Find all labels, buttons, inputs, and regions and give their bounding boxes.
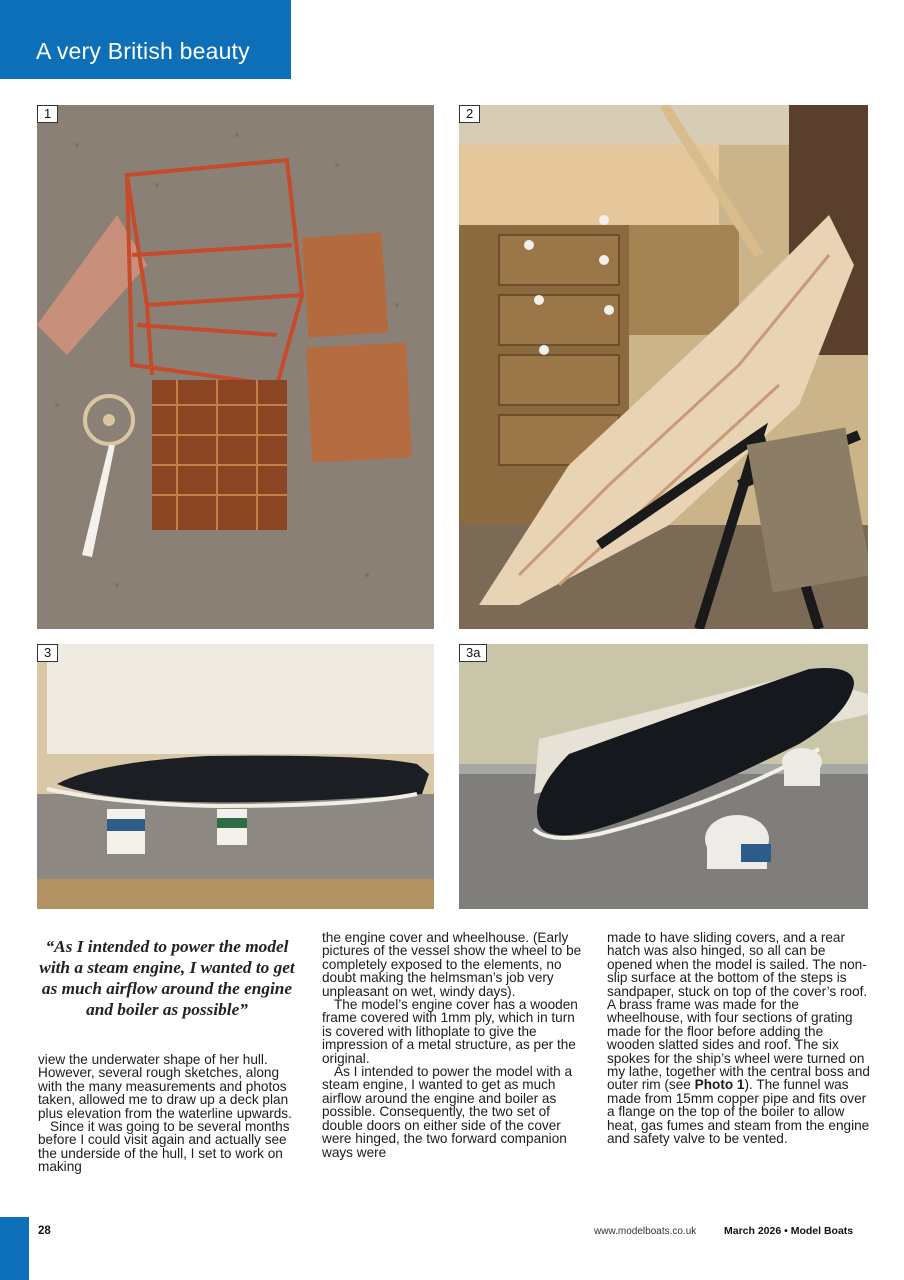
pull-quote: “As I intended to power the model with a steam engine, I wanted to get as much airflow around the engine and boiler as possible”: [39, 937, 295, 1019]
section-title: A very British beauty: [36, 38, 250, 64]
photo-1: [37, 105, 434, 629]
paragraph: view the underwater shape of her hull. However, several rough sketches, along with the many measurements and photos taken, allowed me to draw up a deck plan plus elevation from the waterline upwards.: [38, 1052, 292, 1121]
paragraph: The model’s engine cover has a wooden frame covered with 1mm ply, which in turn is covered with lithoplate to give the impression of a metal structure, as per the original.: [322, 997, 578, 1066]
photo-number-3a: 3a: [459, 644, 487, 662]
paragraph: the engine cover and wheelhouse. (Early pictures of the vessel show the wheel to be completely exposed to the elements, no doubt making the helmsman’s job very unpleasant on wet, windy days).: [322, 930, 582, 999]
photo-3: [37, 644, 434, 909]
photo-2-image: [459, 105, 868, 629]
article-column-1: [38, 1053, 296, 1174]
paragraph-text: ). The funnel was made from 15mm copper pipe and fits over a flange on the top of the boiler to allow heat, gas fumes and steam from the engine and safety valve to be vented.: [607, 1077, 870, 1147]
footer-issue: March 2026 • Model Boats: [724, 1225, 854, 1237]
photo-number-1: 1: [37, 105, 58, 123]
paragraph: As I intended to power the model with a steam engine, I wanted to get as much airflow around the engine and boiler as possible. Consequently, the two set of double doors on either side of the cover were hinged, the two forward companion ways were: [322, 1064, 573, 1160]
page-number: 28: [38, 1225, 51, 1237]
photo-3a: [459, 644, 868, 909]
photo-number-3: 3: [37, 644, 58, 662]
photo-2: [459, 105, 868, 629]
photo-1-image: [37, 105, 434, 629]
footer-accent-bar: [0, 1217, 29, 1280]
paragraph: [607, 931, 871, 1146]
photo-3a-image: [459, 644, 868, 909]
photo-reference: Photo 1: [694, 1077, 745, 1093]
photo-3-image: [37, 644, 434, 909]
paragraph-text: made to have sliding covers, and a rear hatch was also hinged, so all can be opened when the model is sailed. The non-slip surface at the bottom of the steps is sandpaper, stuck on top of the cover’s roof. A brass frame was made for the wheelhouse, with four sections of grating made for the floor before adding the wooden slatted sides and roof. The six spokes for the ship’s wheel were turned on my lathe, together with the central boss and outer rim (see: [607, 930, 870, 1093]
footer-url: www.modelboats.co.uk: [594, 1226, 697, 1237]
paragraph: Since it was going to be several months before I could visit again and actually see the underside of the hull, I set to work on making: [38, 1119, 290, 1175]
article-column-3: [607, 931, 871, 1146]
photo-number-2: 2: [459, 105, 480, 123]
article-column-2: [322, 931, 584, 1159]
